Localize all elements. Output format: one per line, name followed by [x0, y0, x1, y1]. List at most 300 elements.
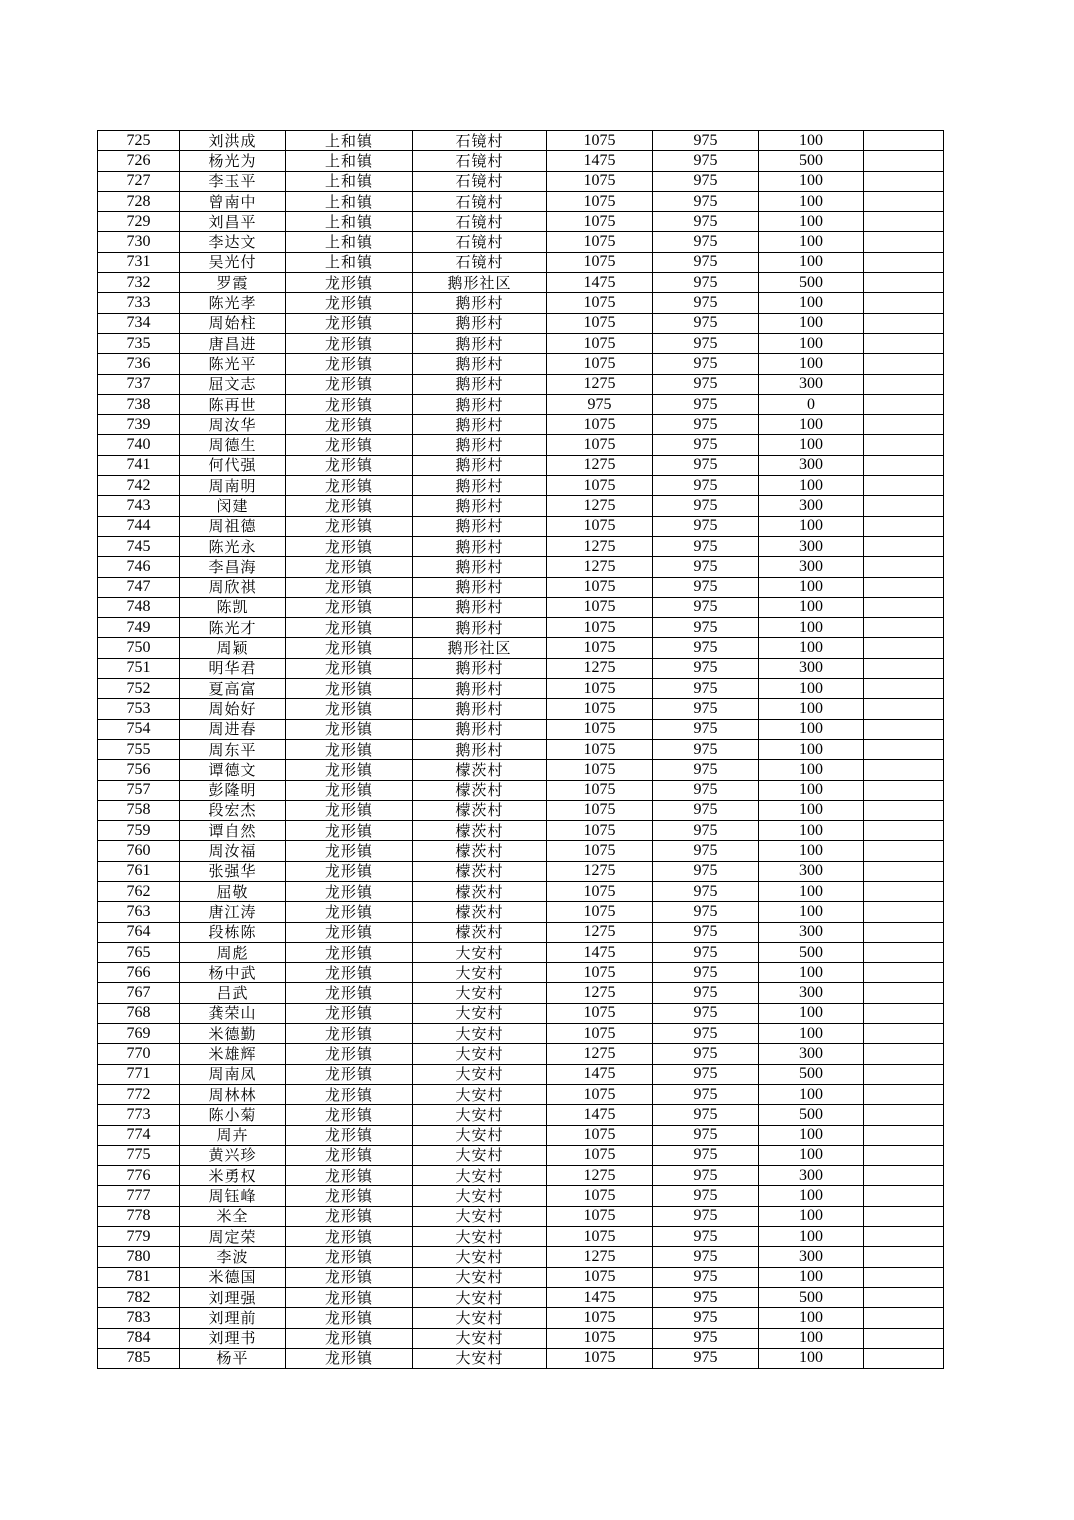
table-row: [98, 922, 944, 942]
village-cell: 鹅形村: [413, 496, 547, 516]
empty-cell: [864, 1024, 944, 1044]
amount-c-cell: 100: [759, 638, 864, 658]
name-cell: 陈凯: [180, 597, 286, 617]
name-cell: 屈文志: [180, 374, 286, 394]
name-cell: 周南凤: [180, 1064, 286, 1084]
amount-a-cell: 1275: [547, 1247, 653, 1267]
amount-a-cell: 1275: [547, 455, 653, 475]
amount-c-cell: 500: [759, 942, 864, 962]
amount-c-cell: 100: [759, 577, 864, 597]
amount-b-cell: 975: [653, 1308, 759, 1328]
empty-cell: [864, 1003, 944, 1023]
amount-a-cell: 1075: [547, 191, 653, 211]
amount-a-cell: 1075: [547, 1024, 653, 1044]
town-cell: 龙形镇: [286, 821, 413, 841]
village-cell: 大安村: [413, 1145, 547, 1165]
empty-cell: [864, 1308, 944, 1328]
town-cell: 龙形镇: [286, 415, 413, 435]
amount-a-cell: 1075: [547, 719, 653, 739]
amount-c-cell: 300: [759, 374, 864, 394]
village-cell: 檬茨村: [413, 841, 547, 861]
amount-b-cell: 975: [653, 1247, 759, 1267]
amount-a-cell: 1075: [547, 963, 653, 983]
table-row: [98, 1328, 944, 1348]
town-cell: 龙形镇: [286, 273, 413, 293]
empty-cell: [864, 1044, 944, 1064]
amount-c-cell: 100: [759, 252, 864, 272]
amount-a-cell: 1075: [547, 1084, 653, 1104]
name-cell: 刘昌平: [180, 212, 286, 232]
row-number-cell: 752: [98, 679, 180, 699]
table-row: [98, 1287, 944, 1307]
table-row: [98, 800, 944, 820]
amount-a-cell: 1075: [547, 313, 653, 333]
row-number-cell: 728: [98, 191, 180, 211]
row-number-cell: 783: [98, 1308, 180, 1328]
table-row: [98, 1308, 944, 1328]
table-row: [98, 293, 944, 313]
name-cell: 明华君: [180, 658, 286, 678]
amount-b-cell: 975: [653, 1125, 759, 1145]
row-number-cell: 741: [98, 455, 180, 475]
amount-c-cell: 100: [759, 1186, 864, 1206]
amount-c-cell: 500: [759, 1287, 864, 1307]
amount-b-cell: 975: [653, 821, 759, 841]
row-number-cell: 784: [98, 1328, 180, 1348]
amount-b-cell: 975: [653, 1166, 759, 1186]
name-cell: 杨光为: [180, 151, 286, 171]
row-number-cell: 749: [98, 618, 180, 638]
town-cell: 龙形镇: [286, 739, 413, 759]
row-number-cell: 732: [98, 273, 180, 293]
amount-a-cell: 1475: [547, 942, 653, 962]
row-number-cell: 779: [98, 1227, 180, 1247]
amount-c-cell: 300: [759, 557, 864, 577]
name-cell: 罗霞: [180, 273, 286, 293]
amount-b-cell: 975: [653, 760, 759, 780]
table-row: [98, 719, 944, 739]
empty-cell: [864, 455, 944, 475]
row-number-cell: 776: [98, 1166, 180, 1186]
amount-a-cell: 1075: [547, 739, 653, 759]
name-cell: 陈光永: [180, 536, 286, 556]
amount-a-cell: 1075: [547, 252, 653, 272]
amount-c-cell: 100: [759, 171, 864, 191]
amount-a-cell: 1275: [547, 374, 653, 394]
empty-cell: [864, 313, 944, 333]
amount-c-cell: 100: [759, 597, 864, 617]
amount-c-cell: 100: [759, 1348, 864, 1368]
town-cell: 龙形镇: [286, 536, 413, 556]
town-cell: 龙形镇: [286, 1267, 413, 1287]
town-cell: 龙形镇: [286, 1247, 413, 1267]
name-cell: 周颖: [180, 638, 286, 658]
table-row: [98, 536, 944, 556]
town-cell: 龙形镇: [286, 333, 413, 353]
amount-a-cell: 1075: [547, 516, 653, 536]
row-number-cell: 733: [98, 293, 180, 313]
amount-c-cell: 100: [759, 232, 864, 252]
empty-cell: [864, 516, 944, 536]
town-cell: 龙形镇: [286, 1145, 413, 1165]
amount-c-cell: 100: [759, 821, 864, 841]
amount-b-cell: 975: [653, 1105, 759, 1125]
table-row: [98, 1064, 944, 1084]
village-cell: 鹅形村: [413, 739, 547, 759]
name-cell: 周始柱: [180, 313, 286, 333]
amount-a-cell: 1075: [547, 618, 653, 638]
town-cell: 龙形镇: [286, 1044, 413, 1064]
name-cell: 陈光孝: [180, 293, 286, 313]
empty-cell: [864, 1247, 944, 1267]
village-cell: 鹅形社区: [413, 273, 547, 293]
table-row: [98, 1084, 944, 1104]
amount-b-cell: 975: [653, 313, 759, 333]
town-cell: 龙形镇: [286, 922, 413, 942]
row-number-cell: 775: [98, 1145, 180, 1165]
amount-a-cell: 1075: [547, 1267, 653, 1287]
amount-c-cell: 300: [759, 1044, 864, 1064]
amount-c-cell: 300: [759, 455, 864, 475]
empty-cell: [864, 922, 944, 942]
amount-c-cell: 100: [759, 1267, 864, 1287]
table-row: [98, 476, 944, 496]
town-cell: 上和镇: [286, 191, 413, 211]
amount-a-cell: 1475: [547, 273, 653, 293]
town-cell: 龙形镇: [286, 1328, 413, 1348]
name-cell: 周彪: [180, 942, 286, 962]
town-cell: 龙形镇: [286, 557, 413, 577]
village-cell: 大安村: [413, 1247, 547, 1267]
name-cell: 段宏杰: [180, 800, 286, 820]
name-cell: 周德生: [180, 435, 286, 455]
name-cell: 刘理强: [180, 1287, 286, 1307]
amount-b-cell: 975: [653, 557, 759, 577]
village-cell: 檬茨村: [413, 800, 547, 820]
name-cell: 周祖德: [180, 516, 286, 536]
amount-a-cell: 1075: [547, 1186, 653, 1206]
amount-b-cell: 975: [653, 597, 759, 617]
empty-cell: [864, 252, 944, 272]
amount-b-cell: 975: [653, 496, 759, 516]
row-number-cell: 739: [98, 415, 180, 435]
table-row: [98, 821, 944, 841]
row-number-cell: 755: [98, 739, 180, 759]
table-row: [98, 1105, 944, 1125]
name-cell: 黄兴珍: [180, 1145, 286, 1165]
amount-a-cell: 1475: [547, 1287, 653, 1307]
town-cell: 龙形镇: [286, 455, 413, 475]
amount-b-cell: 975: [653, 983, 759, 1003]
row-number-cell: 769: [98, 1024, 180, 1044]
empty-cell: [864, 1287, 944, 1307]
amount-c-cell: 0: [759, 394, 864, 414]
village-cell: 石镜村: [413, 252, 547, 272]
amount-a-cell: 1075: [547, 171, 653, 191]
row-number-cell: 778: [98, 1206, 180, 1226]
table-row: [98, 902, 944, 922]
amount-b-cell: 975: [653, 536, 759, 556]
town-cell: 龙形镇: [286, 577, 413, 597]
amount-c-cell: 500: [759, 1064, 864, 1084]
amount-b-cell: 975: [653, 516, 759, 536]
amount-a-cell: 1075: [547, 293, 653, 313]
table-body: [98, 131, 944, 1369]
amount-b-cell: 975: [653, 1267, 759, 1287]
empty-cell: [864, 719, 944, 739]
name-cell: 彭隆明: [180, 780, 286, 800]
empty-cell: [864, 577, 944, 597]
town-cell: 龙形镇: [286, 1186, 413, 1206]
amount-a-cell: 1075: [547, 679, 653, 699]
town-cell: 龙形镇: [286, 942, 413, 962]
village-cell: 鹅形村: [413, 618, 547, 638]
row-number-cell: 748: [98, 597, 180, 617]
village-cell: 鹅形村: [413, 293, 547, 313]
row-number-cell: 768: [98, 1003, 180, 1023]
row-number-cell: 727: [98, 171, 180, 191]
amount-b-cell: 975: [653, 1084, 759, 1104]
town-cell: 龙形镇: [286, 861, 413, 881]
table-row: [98, 658, 944, 678]
row-number-cell: 745: [98, 536, 180, 556]
town-cell: 龙形镇: [286, 293, 413, 313]
table-row: [98, 232, 944, 252]
table-row: [98, 780, 944, 800]
table-row: [98, 415, 944, 435]
amount-a-cell: 1075: [547, 699, 653, 719]
town-cell: 龙形镇: [286, 354, 413, 374]
empty-cell: [864, 963, 944, 983]
town-cell: 龙形镇: [286, 313, 413, 333]
table-row: [98, 841, 944, 861]
empty-cell: [864, 415, 944, 435]
row-number-cell: 744: [98, 516, 180, 536]
town-cell: 龙形镇: [286, 1064, 413, 1084]
name-cell: 陈光平: [180, 354, 286, 374]
name-cell: 周卉: [180, 1125, 286, 1145]
name-cell: 唐昌进: [180, 333, 286, 353]
amount-c-cell: 300: [759, 658, 864, 678]
amount-b-cell: 975: [653, 942, 759, 962]
amount-b-cell: 975: [653, 212, 759, 232]
row-number-cell: 736: [98, 354, 180, 374]
town-cell: 龙形镇: [286, 800, 413, 820]
amount-b-cell: 975: [653, 191, 759, 211]
table-row: [98, 618, 944, 638]
town-cell: 龙形镇: [286, 618, 413, 638]
village-cell: 大安村: [413, 1084, 547, 1104]
amount-c-cell: 100: [759, 902, 864, 922]
town-cell: 龙形镇: [286, 374, 413, 394]
amount-c-cell: 500: [759, 151, 864, 171]
name-cell: 陈光才: [180, 618, 286, 638]
village-cell: 大安村: [413, 1348, 547, 1368]
amount-b-cell: 975: [653, 800, 759, 820]
table-row: [98, 1247, 944, 1267]
amount-c-cell: 100: [759, 1308, 864, 1328]
amount-b-cell: 975: [653, 841, 759, 861]
table-row: [98, 679, 944, 699]
town-cell: 龙形镇: [286, 496, 413, 516]
village-cell: 大安村: [413, 1166, 547, 1186]
amount-b-cell: 975: [653, 293, 759, 313]
village-cell: 石镜村: [413, 171, 547, 191]
name-cell: 李玉平: [180, 171, 286, 191]
amount-b-cell: 975: [653, 171, 759, 191]
amount-b-cell: 975: [653, 394, 759, 414]
amount-c-cell: 100: [759, 1024, 864, 1044]
town-cell: 龙形镇: [286, 983, 413, 1003]
amount-a-cell: 1075: [547, 1308, 653, 1328]
amount-b-cell: 975: [653, 881, 759, 901]
village-cell: 大安村: [413, 1044, 547, 1064]
table-row: [98, 151, 944, 171]
name-cell: 米雄辉: [180, 1044, 286, 1064]
empty-cell: [864, 983, 944, 1003]
town-cell: 上和镇: [286, 232, 413, 252]
amount-b-cell: 975: [653, 1287, 759, 1307]
amount-c-cell: 100: [759, 719, 864, 739]
town-cell: 上和镇: [286, 131, 413, 151]
amount-a-cell: 1075: [547, 780, 653, 800]
town-cell: 龙形镇: [286, 1003, 413, 1023]
village-cell: 大安村: [413, 1003, 547, 1023]
amount-a-cell: 1075: [547, 577, 653, 597]
amount-b-cell: 975: [653, 1227, 759, 1247]
name-cell: 周汝华: [180, 415, 286, 435]
amount-b-cell: 975: [653, 252, 759, 272]
name-cell: 屈敬: [180, 881, 286, 901]
amount-b-cell: 975: [653, 861, 759, 881]
row-number-cell: 725: [98, 131, 180, 151]
amount-c-cell: 100: [759, 516, 864, 536]
village-cell: 檬茨村: [413, 922, 547, 942]
town-cell: 龙形镇: [286, 435, 413, 455]
town-cell: 龙形镇: [286, 1348, 413, 1368]
amount-b-cell: 975: [653, 1145, 759, 1165]
name-cell: 米德勤: [180, 1024, 286, 1044]
row-number-cell: 740: [98, 435, 180, 455]
town-cell: 龙形镇: [286, 476, 413, 496]
amount-c-cell: 100: [759, 618, 864, 638]
name-cell: 周南明: [180, 476, 286, 496]
amount-c-cell: 300: [759, 1166, 864, 1186]
village-cell: 大安村: [413, 1328, 547, 1348]
table-row: [98, 1145, 944, 1165]
village-cell: 大安村: [413, 963, 547, 983]
empty-cell: [864, 536, 944, 556]
amount-c-cell: 100: [759, 699, 864, 719]
amount-a-cell: 1075: [547, 800, 653, 820]
name-cell: 刘理书: [180, 1328, 286, 1348]
town-cell: 龙形镇: [286, 1287, 413, 1307]
amount-c-cell: 100: [759, 1125, 864, 1145]
town-cell: 龙形镇: [286, 1227, 413, 1247]
empty-cell: [864, 679, 944, 699]
table-row: [98, 333, 944, 353]
amount-a-cell: 1475: [547, 151, 653, 171]
village-cell: 大安村: [413, 1125, 547, 1145]
name-cell: 周林林: [180, 1084, 286, 1104]
amount-a-cell: 1075: [547, 1145, 653, 1165]
table-row: [98, 881, 944, 901]
empty-cell: [864, 841, 944, 861]
empty-cell: [864, 212, 944, 232]
amount-b-cell: 975: [653, 719, 759, 739]
amount-b-cell: 975: [653, 131, 759, 151]
village-cell: 鹅形村: [413, 557, 547, 577]
amount-b-cell: 975: [653, 780, 759, 800]
town-cell: 龙形镇: [286, 1206, 413, 1226]
row-number-cell: 761: [98, 861, 180, 881]
amount-a-cell: 1075: [547, 760, 653, 780]
amount-a-cell: 1075: [547, 435, 653, 455]
empty-cell: [864, 760, 944, 780]
amount-c-cell: 300: [759, 536, 864, 556]
town-cell: 龙形镇: [286, 516, 413, 536]
name-cell: 周始好: [180, 699, 286, 719]
row-number-cell: 763: [98, 902, 180, 922]
town-cell: 龙形镇: [286, 699, 413, 719]
amount-b-cell: 975: [653, 1064, 759, 1084]
town-cell: 龙形镇: [286, 1166, 413, 1186]
amount-c-cell: 100: [759, 1003, 864, 1023]
amount-b-cell: 975: [653, 1328, 759, 1348]
data-table: [97, 130, 944, 1369]
table-row: [98, 455, 944, 475]
row-number-cell: 743: [98, 496, 180, 516]
village-cell: 石镜村: [413, 191, 547, 211]
amount-c-cell: 100: [759, 760, 864, 780]
table-row: [98, 131, 944, 151]
empty-cell: [864, 1145, 944, 1165]
row-number-cell: 770: [98, 1044, 180, 1064]
table-row: [98, 1227, 944, 1247]
table-row: [98, 374, 944, 394]
town-cell: 上和镇: [286, 252, 413, 272]
name-cell: 周进春: [180, 719, 286, 739]
row-number-cell: 771: [98, 1064, 180, 1084]
amount-a-cell: 1075: [547, 881, 653, 901]
amount-b-cell: 975: [653, 333, 759, 353]
amount-c-cell: 300: [759, 922, 864, 942]
name-cell: 李波: [180, 1247, 286, 1267]
village-cell: 鹅形村: [413, 476, 547, 496]
name-cell: 吕武: [180, 983, 286, 1003]
empty-cell: [864, 151, 944, 171]
row-number-cell: 765: [98, 942, 180, 962]
name-cell: 段栋陈: [180, 922, 286, 942]
empty-cell: [864, 476, 944, 496]
town-cell: 龙形镇: [286, 841, 413, 861]
town-cell: 龙形镇: [286, 1105, 413, 1125]
amount-a-cell: 1275: [547, 496, 653, 516]
amount-a-cell: 1275: [547, 1044, 653, 1064]
village-cell: 鹅形村: [413, 536, 547, 556]
row-number-cell: 785: [98, 1348, 180, 1368]
village-cell: 大安村: [413, 942, 547, 962]
table-row: [98, 435, 944, 455]
amount-b-cell: 975: [653, 151, 759, 171]
amount-c-cell: 100: [759, 739, 864, 759]
row-number-cell: 773: [98, 1105, 180, 1125]
village-cell: 檬茨村: [413, 861, 547, 881]
table-row: [98, 597, 944, 617]
amount-a-cell: 1275: [547, 983, 653, 1003]
village-cell: 鹅形村: [413, 374, 547, 394]
town-cell: 龙形镇: [286, 1024, 413, 1044]
